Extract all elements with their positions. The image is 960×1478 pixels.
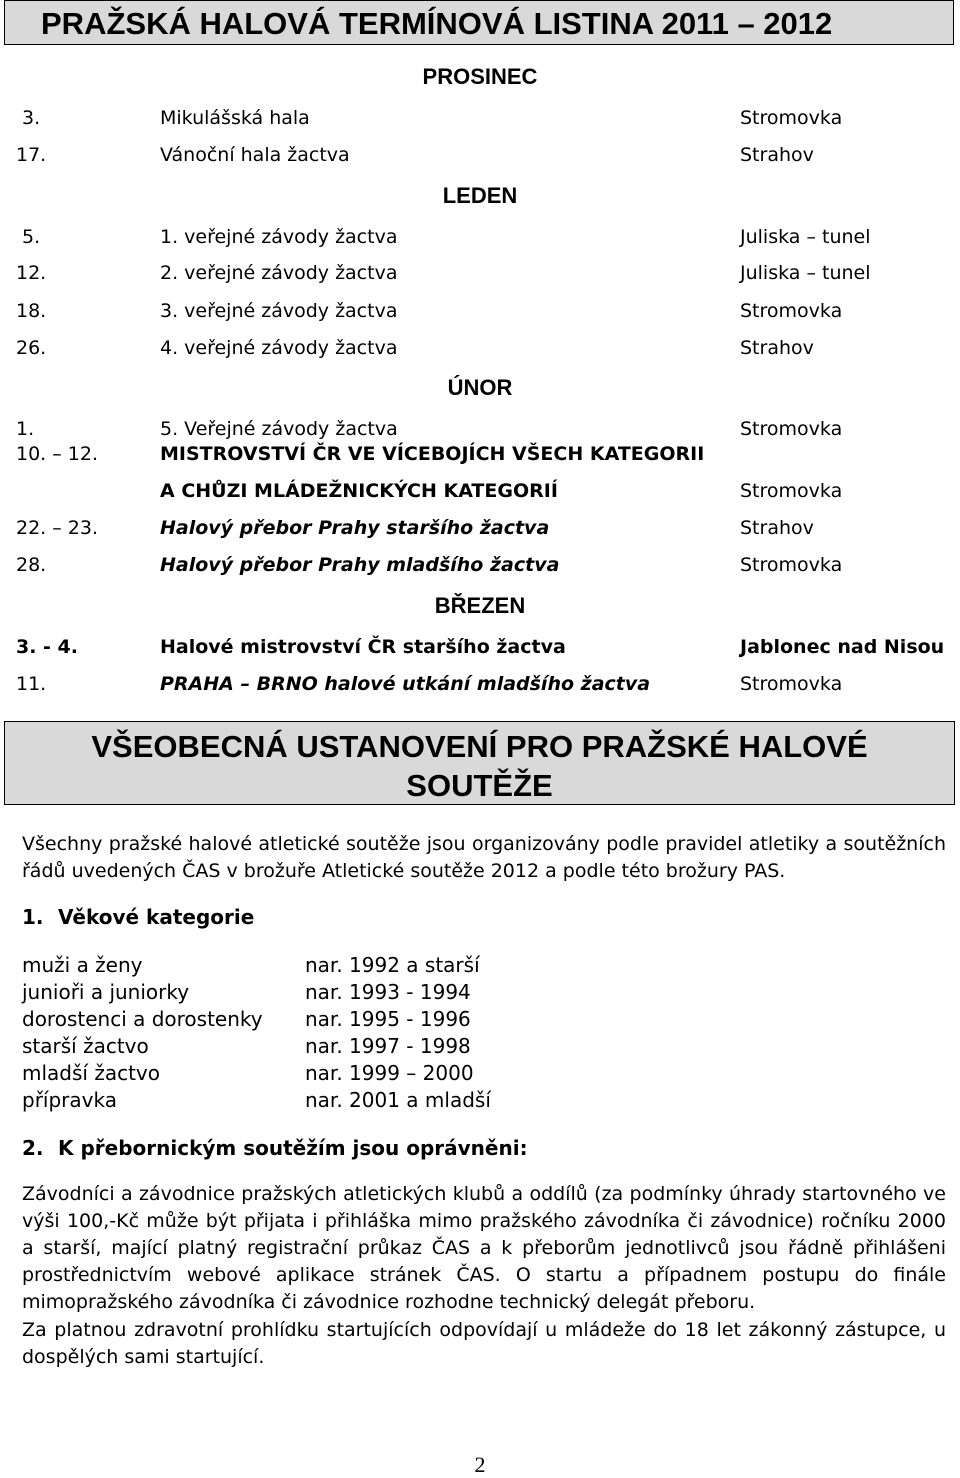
category-name: mladší žactvo: [22, 1061, 160, 1085]
section-title-line1: VŠEOBECNÁ USTANOVENÍ PRO PRAŽSKÉ HALOVÉ: [91, 729, 868, 764]
event-name: Vánoční hala žactva: [160, 144, 350, 166]
category-years: nar. 2001 a mladší: [305, 1088, 491, 1112]
event-date: 22. – 23.: [16, 517, 99, 539]
category-years: nar. 1992 a starší: [305, 953, 480, 977]
event-place: Strahov: [740, 337, 814, 359]
category-name: starší žactvo: [22, 1034, 149, 1058]
month-heading-leden: LEDEN: [442, 183, 518, 208]
event-date: 11.: [16, 673, 47, 695]
event-date: 12.: [16, 262, 47, 284]
event-name: Halové mistrovství ČR staršího žactva: [160, 636, 566, 658]
event-place: Juliska – tunel: [740, 262, 871, 284]
event-date: 3. - 4.: [16, 636, 78, 658]
event-date: 26.: [16, 337, 47, 359]
event-date: 1.: [16, 418, 35, 440]
category-years: nar. 1995 - 1996: [305, 1007, 471, 1031]
category-name: přípravka: [22, 1088, 117, 1112]
event-place: Juliska – tunel: [740, 226, 871, 248]
month-heading-brezen: BŘEZEN: [434, 593, 526, 618]
medical-paragraph: Za platnou zdravotní prohlídku startujících odpovídají u mládeže do 18 let zákonný zástupce, u dospělých sami startující.: [22, 1319, 946, 1368]
event-date: 17.: [16, 144, 47, 166]
event-place: Stromovka: [740, 300, 843, 322]
category-years: nar. 1993 - 1994: [305, 980, 471, 1004]
event-name: A CHŮZI MLÁDEŽNICKÝCH KATEGORIÍ: [160, 480, 558, 502]
event-date: 3.: [22, 107, 41, 129]
category-years: nar. 1997 - 1998: [305, 1034, 471, 1058]
event-name: 5. Veřejné závody žactva: [160, 418, 398, 440]
section-title-line2: SOUTĚŽE: [406, 768, 553, 803]
event-date: 10. – 12.: [16, 443, 99, 465]
event-name: 3. veřejné závody žactva: [160, 300, 398, 322]
event-date: 28.: [16, 554, 47, 576]
heading-text: K přebornickým soutěžím jsou oprávněni:: [58, 1136, 528, 1160]
event-place: Jablonec nad Nisou: [740, 636, 945, 658]
event-date: 5.: [22, 226, 41, 248]
event-place: Stromovka: [740, 554, 843, 576]
event-name: 2. veřejné závody žactva: [160, 262, 398, 284]
event-place: Strahov: [740, 517, 814, 539]
event-date: 18.: [16, 300, 47, 322]
page-title: PRAŽSKÁ HALOVÁ TERMÍNOVÁ LISTINA 2011 – 2012: [4, 0, 954, 45]
event-name: Halový přebor Prahy staršího žactva: [160, 517, 550, 539]
event-name: 1. veřejné závody žactva: [160, 226, 398, 248]
event-name: 4. veřejné závody žactva: [160, 337, 398, 359]
month-heading-unor: ÚNOR: [447, 375, 513, 400]
event-name: MISTROVSTVÍ ČR VE VÍCEBOJÍCH VŠECH KATEGORII: [160, 443, 705, 465]
section-title: [4, 721, 955, 805]
eligibility-paragraph: Závodníci a závodnice pražských atletických klubů a oddílů (za podmínky úhrady startovného ve výši 100,-Kč může být přijata i přihláška mimo pražského závodníka či závodnice) ročníku 2000 a starší, mající platný registrační průkaz ČAS a k přeborům jednotlivců jsou řádně přihlášeni prostřednictvím webové aplikace stránek ČAS. O startu a případnem postupu do finále mimopražského závodníka či závodnice rozhodne technický delegát přeboru.: [22, 1183, 946, 1313]
heading-age-categories: [22, 905, 254, 929]
intro-paragraph: Všechny pražské halové atletické soutěže jsou organizovány podle pravidel atletiky a soutěžních řádů uvedených ČAS v brožuře Atletické soutěže 2012 a podle této brožury PAS.: [22, 833, 946, 882]
category-years: nar. 1999 – 2000: [305, 1061, 474, 1085]
heading-number: 2.: [22, 1136, 44, 1160]
heading-eligibility: [22, 1136, 528, 1160]
heading-number: 1.: [22, 905, 44, 929]
page-number: 2: [474, 1452, 486, 1477]
event-place: Stromovka: [740, 418, 843, 440]
event-place: Stromovka: [740, 107, 843, 129]
category-name: dorostenci a dorostenky: [22, 1007, 263, 1031]
month-heading-prosinec: PROSINEC: [422, 64, 538, 89]
event-name: Halový přebor Prahy mladšího žactva: [160, 554, 560, 576]
heading-text: Věkové kategorie: [58, 905, 255, 929]
event-place: Stromovka: [740, 673, 843, 695]
category-name: junioři a juniorky: [22, 980, 190, 1004]
event-place: Stromovka: [740, 480, 843, 502]
event-name: Mikulášská hala: [160, 107, 310, 129]
event-place: Strahov: [740, 144, 814, 166]
category-name: muži a ženy: [22, 953, 143, 977]
event-name: PRAHA – BRNO halové utkání mladšího žactva: [160, 673, 651, 695]
